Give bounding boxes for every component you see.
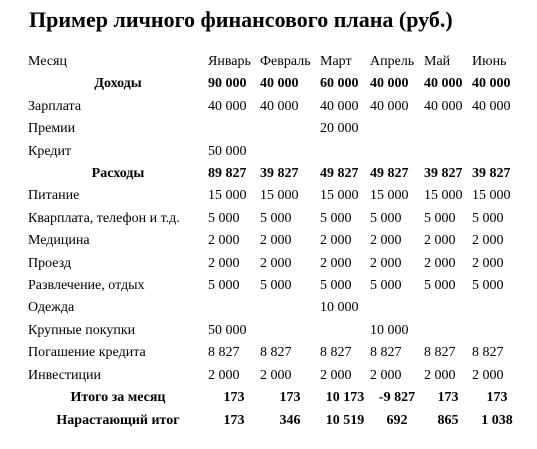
cell-april xyxy=(370,297,424,319)
cell-june: 8 827 xyxy=(472,345,504,361)
cell-march xyxy=(320,141,370,163)
cell-june: 15 000 xyxy=(472,188,511,204)
cell-june: 40 000 xyxy=(472,76,511,92)
cell-april: 8 827 xyxy=(370,345,402,361)
row-label: Медицина xyxy=(28,233,90,249)
cell-february: 8 827 xyxy=(260,345,292,361)
cell-january: 5 000 xyxy=(208,210,240,226)
cell-march: 10 173 xyxy=(325,390,365,406)
header-month-march: Март xyxy=(320,54,352,69)
cell-april: 15 000 xyxy=(370,188,409,204)
cell-march: 15 000 xyxy=(320,188,359,204)
cell-june: 173 xyxy=(486,390,508,406)
header-month-may: Май xyxy=(424,54,451,69)
cell-february: 2 000 xyxy=(260,233,292,249)
row-investments xyxy=(28,365,522,387)
row-label: Премии xyxy=(28,121,76,137)
cell-june xyxy=(472,297,522,319)
cell-february: 2 000 xyxy=(260,255,292,271)
cell-january: 173 xyxy=(223,412,245,428)
cell-april: 49 827 xyxy=(370,166,409,182)
cell-february xyxy=(260,118,320,140)
cell-march: 10 000 xyxy=(320,300,359,316)
cell-june xyxy=(472,141,522,163)
cell-april xyxy=(370,118,424,140)
cell-april: 2 000 xyxy=(370,233,402,249)
cell-april xyxy=(370,141,424,163)
row-label: Итого за месяц xyxy=(70,390,166,406)
row-label: Крупные покупки xyxy=(28,322,136,338)
cell-june: 5 000 xyxy=(472,210,504,226)
cell-february xyxy=(260,141,320,163)
cell-january: 40 000 xyxy=(208,98,247,114)
cell-may: 2 000 xyxy=(424,255,456,271)
cell-may: 173 xyxy=(437,390,459,406)
cell-february: 40 000 xyxy=(260,98,299,114)
cell-january: 2 000 xyxy=(208,367,240,383)
cell-january: 15 000 xyxy=(208,188,247,204)
cell-january xyxy=(208,297,260,319)
cell-january: 50 000 xyxy=(208,143,247,159)
financial-plan-body xyxy=(28,51,522,432)
cell-may: 39 827 xyxy=(424,166,463,182)
cell-march: 10 519 xyxy=(325,412,365,428)
row-salary xyxy=(28,96,522,118)
row-label: Зарплата xyxy=(28,98,82,114)
cell-march: 2 000 xyxy=(320,367,352,383)
cell-february: 5 000 xyxy=(260,210,292,226)
row-label: Инвестиции xyxy=(28,367,101,383)
cell-february: 346 xyxy=(279,412,301,428)
cell-february: 5 000 xyxy=(260,278,292,294)
page-title: Пример личного финансового плана (руб.) xyxy=(29,7,453,32)
cell-january: 2 000 xyxy=(208,233,240,249)
cell-january: 2 000 xyxy=(208,255,240,271)
cell-january xyxy=(208,118,260,140)
cell-february: 39 827 xyxy=(260,166,299,182)
header-month-label: Месяц xyxy=(28,54,67,69)
cell-march: 2 000 xyxy=(320,255,352,271)
cell-april: 40 000 xyxy=(370,98,409,114)
header-month-february: Февраль xyxy=(260,54,311,69)
cell-april: -9 827 xyxy=(378,390,416,406)
cell-june: 40 000 xyxy=(472,98,511,114)
row-income xyxy=(28,73,522,95)
row-food xyxy=(28,185,522,207)
cell-march: 49 827 xyxy=(320,166,359,182)
cell-may: 2 000 xyxy=(424,233,456,249)
cell-april: 10 000 xyxy=(370,322,409,338)
row-label: Одежда xyxy=(28,300,75,316)
header-month-june: Июнь xyxy=(472,54,507,69)
cell-may xyxy=(424,141,472,163)
cell-march: 2 000 xyxy=(320,233,352,249)
row-label: Развлечение, отдых xyxy=(28,278,145,294)
row-bonus xyxy=(28,118,522,140)
cell-february: 2 000 xyxy=(260,367,292,383)
row-rent xyxy=(28,208,522,230)
row-label: Расходы xyxy=(91,166,145,182)
cell-may: 8 827 xyxy=(424,345,456,361)
cell-may: 5 000 xyxy=(424,210,456,226)
cell-june: 39 827 xyxy=(472,166,511,182)
cell-february xyxy=(260,320,320,342)
cell-february xyxy=(260,297,320,319)
cell-may xyxy=(424,297,472,319)
row-monthly-total xyxy=(28,387,522,409)
cell-february: 15 000 xyxy=(260,188,299,204)
row-cumulative-total xyxy=(28,410,522,432)
row-leisure xyxy=(28,275,522,297)
cell-may: 15 000 xyxy=(424,188,463,204)
cell-may xyxy=(424,320,472,342)
row-label: Кварплата, телефон и т.д. xyxy=(28,210,180,226)
cell-march: 5 000 xyxy=(320,210,352,226)
header-row xyxy=(28,51,522,73)
cell-january: 173 xyxy=(223,390,245,406)
header-month-january: Январь xyxy=(208,54,251,69)
cell-march xyxy=(320,320,370,342)
cell-april: 5 000 xyxy=(370,210,402,226)
cell-may: 865 xyxy=(437,412,459,428)
cell-february: 173 xyxy=(279,390,301,406)
cell-june xyxy=(472,118,522,140)
cell-february: 40 000 xyxy=(260,76,299,92)
cell-april: 5 000 xyxy=(370,278,402,294)
cell-june: 1 038 xyxy=(481,412,513,428)
cell-january: 8 827 xyxy=(208,345,240,361)
row-expenses xyxy=(28,163,522,185)
cell-march: 60 000 xyxy=(320,76,359,92)
row-label: Питание xyxy=(28,188,80,204)
cell-january: 89 827 xyxy=(208,166,247,182)
cell-march: 20 000 xyxy=(320,121,359,137)
row-medicine xyxy=(28,230,522,252)
row-label: Погашение кредита xyxy=(28,345,146,361)
cell-may xyxy=(424,118,472,140)
cell-may: 40 000 xyxy=(424,76,463,92)
cell-june xyxy=(472,320,522,342)
cell-may: 5 000 xyxy=(424,278,456,294)
row-clothing xyxy=(28,297,522,319)
row-label: Доходы xyxy=(94,76,142,92)
financial-plan-table xyxy=(28,51,522,432)
row-label: Нарастающий итог xyxy=(56,412,180,428)
row-credit xyxy=(28,141,522,163)
cell-june: 2 000 xyxy=(472,255,504,271)
row-label: Кредит xyxy=(28,143,72,159)
cell-april: 2 000 xyxy=(370,255,402,271)
cell-january: 50 000 xyxy=(208,322,247,338)
cell-march: 5 000 xyxy=(320,278,352,294)
header-month-april: Апрель xyxy=(370,54,415,69)
row-label: Проезд xyxy=(28,255,72,271)
cell-may: 40 000 xyxy=(424,98,463,114)
row-big-purchases xyxy=(28,320,522,342)
cell-june: 2 000 xyxy=(472,233,504,249)
row-loan-repayment xyxy=(28,342,522,364)
cell-april: 692 xyxy=(386,412,408,428)
cell-april: 2 000 xyxy=(370,367,402,383)
cell-january: 5 000 xyxy=(208,278,240,294)
cell-april: 40 000 xyxy=(370,76,409,92)
row-transport xyxy=(28,253,522,275)
cell-june: 5 000 xyxy=(472,278,504,294)
cell-march: 40 000 xyxy=(320,98,359,114)
cell-january: 90 000 xyxy=(208,76,247,92)
cell-june: 2 000 xyxy=(472,367,504,383)
cell-march: 8 827 xyxy=(320,345,352,361)
cell-may: 2 000 xyxy=(424,367,456,383)
